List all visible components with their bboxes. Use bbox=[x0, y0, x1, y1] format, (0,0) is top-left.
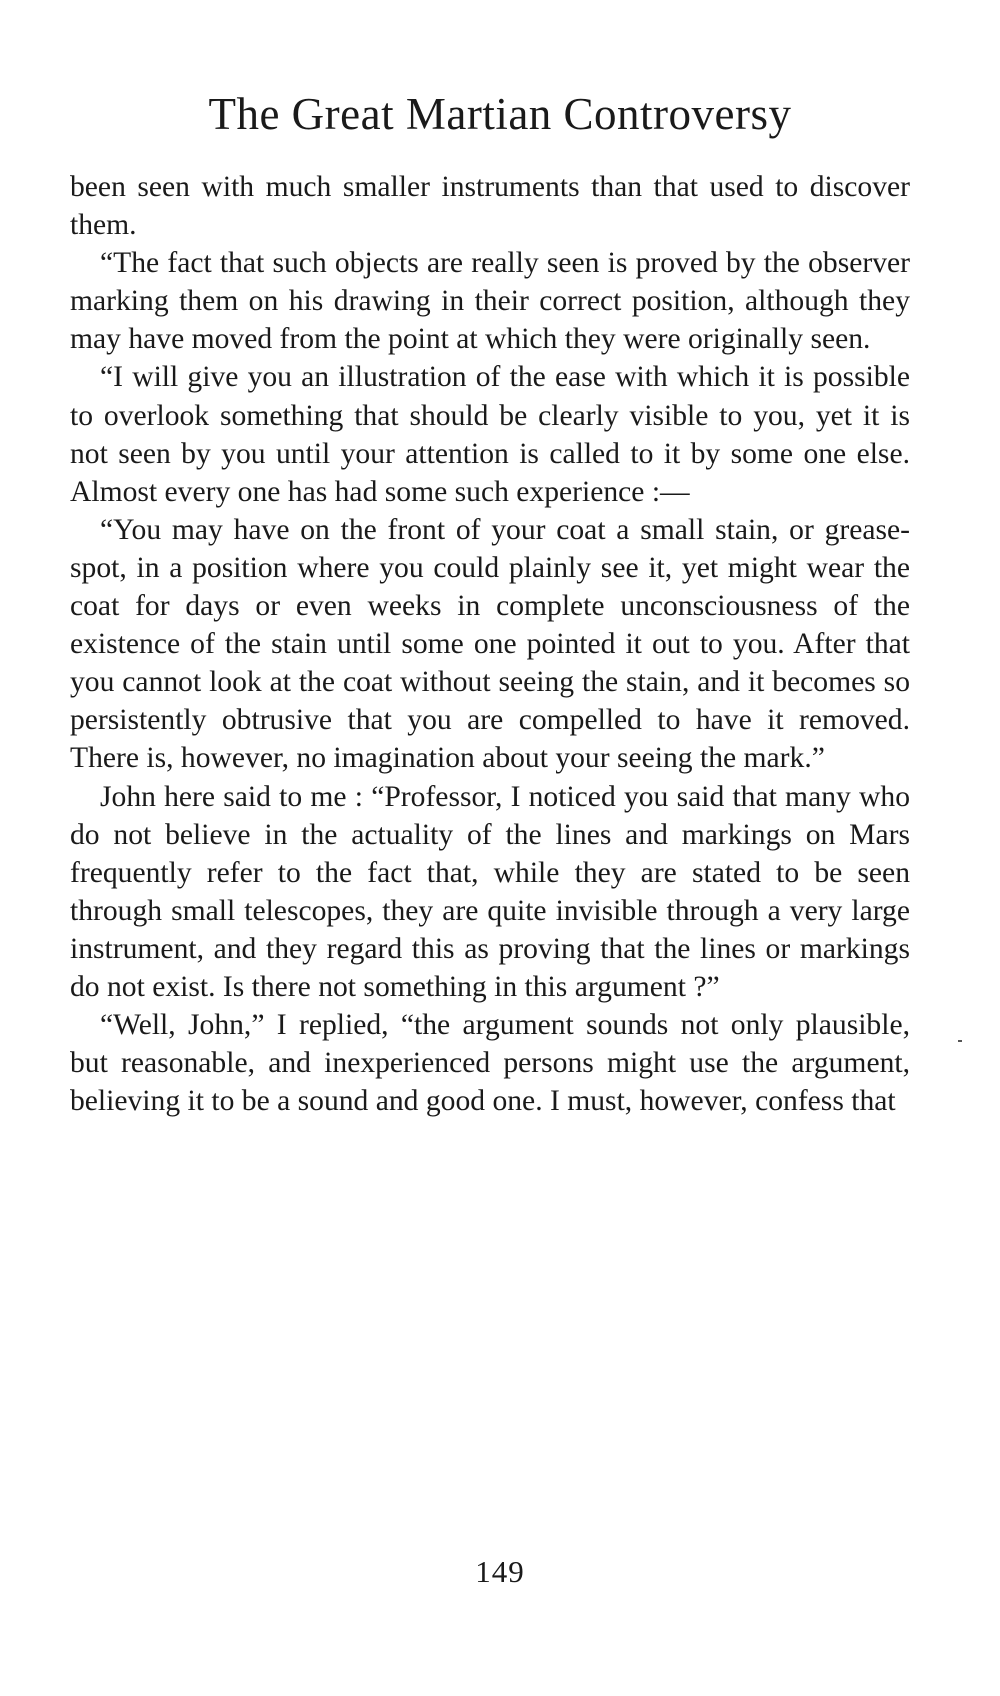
body-text bbox=[70, 168, 910, 1120]
paragraph: “You may have on the front of your coat a small stain, or grease-spot, in a position where you could plainly see it, yet might wear the coat for days or even weeks in complete unconsciousness of the existence of the stain until some one pointed it out to you. After that you cannot look at the coat without seeing the stain, and it becomes so persistently obtrusive that you are compelled to have it removed. There is, however, no imagination about your seeing the mark.” bbox=[70, 513, 910, 775]
paragraph: “I will give you an illustration of the ease with which it is possible to overlook something that should be clearly visible to you, yet it is not seen by you until your attention is called to it by some one else. Almost every one has had some such experience :— bbox=[70, 361, 910, 508]
margin-speck bbox=[958, 1040, 962, 1042]
running-head: The Great Martian Controversy bbox=[208, 89, 792, 139]
paragraph: “Well, John,” I replied, “the argument sounds not only plausible, but reasonable, and inexperienced persons might use the argument, believing it to be a sound and good one. I must, however, confess that bbox=[70, 1009, 910, 1118]
paragraph-continuation: been seen with much smaller instruments than that used to discover them. bbox=[70, 171, 910, 242]
paragraph: John here said to me : “Professor, I noticed you said that many who do not believe in the actuality of the lines and markings on Mars frequently refer to the fact that, while they are stated to be seen through small telescopes, they are quite invisible through a very large instrument, and they regard this as proving that the lines or markings do not exist. Is there not something in this argument ?” bbox=[70, 780, 910, 1003]
page-number: 149 bbox=[475, 1554, 525, 1589]
paragraph: “The fact that such objects are really seen is proved by the observer marking them on his drawing in their correct position, although they may have moved from the point at which they were originally seen. bbox=[70, 247, 910, 356]
